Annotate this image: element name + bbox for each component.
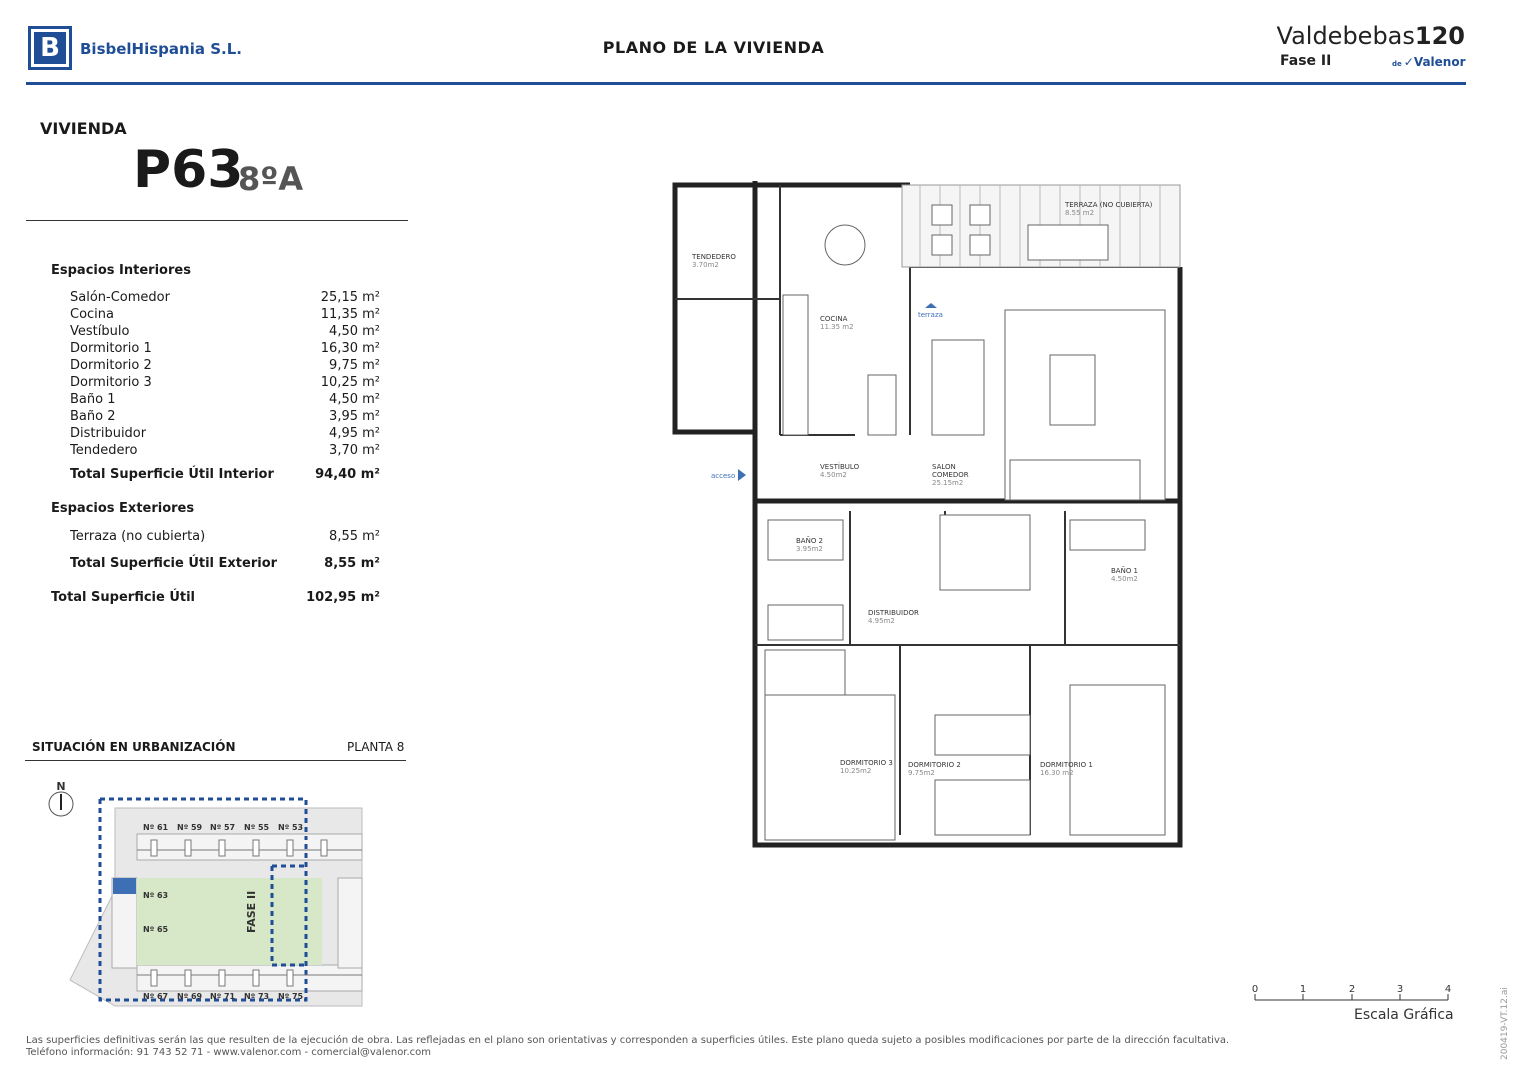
interior-total [70,467,380,484]
company-name: BisbelHispania S.L. [80,40,242,58]
situation-title: SITUACIÓN EN URBANIZACIÓN [32,740,236,754]
room-name: SALON [932,463,956,471]
row-label: Dormitorio 3 [70,375,152,390]
row-label: Vestíbulo [70,324,130,339]
building-number: Nº 57 [210,823,236,832]
table-row [70,290,380,307]
row-label: Salón-Comedor [70,290,170,305]
grand-total [51,590,380,607]
row-label: Baño 1 [70,392,116,407]
room-name: DORMITORIO 3 [840,759,893,767]
table-row [70,426,380,443]
total-label: Total Superficie Útil Interior [70,467,274,482]
row-value: 4,50 m² [329,392,380,407]
total-label: Total Superficie Útil [51,590,196,605]
row-value: 11,35 m² [320,307,380,322]
table-row [70,358,380,375]
row-value: 16,30 m² [320,341,380,356]
floor-plan [670,175,1200,855]
project-name-text: Valdebebas [1276,22,1415,50]
table-row [70,375,380,392]
check-icon: ✓ [1403,55,1414,69]
right-wing [338,878,362,968]
total-label: Total Superficie Útil Exterior [70,556,278,571]
room-area: 16.30 m2 [1040,769,1074,777]
room-name: TENDEDERO [692,253,736,261]
table-row [70,409,380,426]
terrace-link: terraza [918,311,943,319]
scale-bar [1248,982,1458,1007]
room-name: VESTÍBULO [820,463,860,471]
north-label: N [56,780,66,793]
scale-label: Escala Gráfica [1354,1007,1454,1023]
building-number: Nº 69 [177,992,203,1001]
brand-name: Valenor [1413,55,1466,69]
room-area: 10.25m2 [840,767,872,775]
row-value: 3,95 m² [329,409,380,424]
room-area: 4.95m2 [868,617,895,625]
row-value: 4,50 m² [329,324,380,339]
scale-tick: 2 [1348,984,1356,995]
building-number: Nº 63 [143,891,169,900]
exterior-title: Espacios Exteriores [51,501,195,516]
disclaimer: Las superficies definitivas serán las que resulten de la ejecución de obra. Las reflejadas en el plano son orientativas y corresponden a superficies útiles. Este plano queda sujeto a posibles modificaciones por parte de la dirección facultativa. [26,1035,1230,1046]
project-name [1277,22,1465,50]
unit-code: P63 [133,140,244,200]
page-title: PLANO DE LA VIVIENDA [602,38,825,57]
building-number: Nº 53 [278,823,304,832]
building-number: Nº 67 [143,992,169,1001]
room-area: 8.55 m2 [1065,209,1095,217]
row-value: 3,70 m² [329,443,380,458]
logo-letter: B [34,32,66,64]
total-value: 102,95 m² [306,590,380,605]
access-label: acceso [711,472,736,480]
unit-floor: 8ºA [238,160,304,198]
building-number: Nº 71 [210,992,236,1001]
table-row [70,392,380,409]
table-row [70,307,380,324]
total-value: 94,40 m² [315,467,380,482]
building-number: Nº 61 [143,823,169,832]
top-wing [137,834,362,860]
row-label: Dormitorio 1 [70,341,152,356]
unit-divider [26,220,408,221]
document-reference: 200419-VT.12.ai [1500,987,1510,1060]
scale-tick: 4 [1444,984,1452,995]
terrace-arrow-icon [925,303,937,308]
room-area: 3.95m2 [796,545,823,553]
exterior-total [70,556,380,573]
room-name: TERRAZA (NO CUBIERTA) [1065,201,1153,209]
room-area: 25.15m2 [932,479,964,487]
room-name: COCINA [820,315,848,323]
access-arrow-icon [738,469,746,481]
table-row [70,324,380,341]
interior-title: Espacios Interiores [51,263,191,278]
room-name: COMEDOR [932,471,969,479]
room-name: BAÑO 1 [1111,567,1139,575]
north-compass-icon [49,780,73,816]
site-map [40,770,380,1020]
table-row [70,443,380,460]
situation-divider [25,760,406,761]
building-number: Nº 55 [244,823,270,832]
row-value: 4,95 m² [329,426,380,441]
furniture [765,205,1165,840]
room-area: 11.35 m2 [820,323,854,331]
row-label: Distribuidor [70,426,147,441]
table-row [70,341,380,358]
room-area: 4.50m2 [820,471,847,479]
brand-prefix: de [1392,60,1402,68]
room-name: DORMITORIO 2 [908,761,961,769]
row-value: 8,55 m² [329,529,380,544]
scale-tick: 0 [1251,984,1259,995]
header-divider [26,82,1466,85]
project-phase: Fase II [1280,53,1332,69]
building-number: Nº 73 [244,992,270,1001]
row-label: Cocina [70,307,114,322]
project-number: 120 [1414,22,1465,50]
building-number: Nº 65 [143,925,169,934]
room-area: 3.70m2 [692,261,719,269]
row-label: Baño 2 [70,409,116,424]
room-name: DORMITORIO 1 [1040,761,1093,769]
situation-floor: PLANTA 8 [347,740,405,754]
building-number: Nº 59 [177,823,203,832]
bottom-wing [137,965,362,991]
room-name: BAÑO 2 [796,537,824,545]
unit-label: VIVIENDA [40,119,127,138]
row-label: Terraza (no cubierta) [70,529,206,544]
room-area: 4.50m2 [1111,575,1138,583]
unit-location-marker [113,878,136,894]
row-label: Dormitorio 2 [70,358,152,373]
brand-logo [1392,55,1466,69]
room-area: 9.75m2 [908,769,935,777]
row-value: 10,25 m² [320,375,380,390]
building-number: Nº 75 [278,992,304,1001]
scale-tick: 1 [1299,984,1307,995]
row-value: 25,15 m² [320,290,380,305]
row-label: Tendedero [70,443,138,458]
scale-tick: 3 [1396,984,1404,995]
phase-label: FASE II [245,890,258,933]
row-value: 9,75 m² [329,358,380,373]
total-value: 8,55 m² [324,556,380,571]
room-name: DISTRIBUIDOR [868,609,919,617]
contact-info: Teléfono información: 91 743 52 71 - www.valenor.com - comercial@valenor.com [26,1047,432,1058]
table-row [70,529,380,546]
